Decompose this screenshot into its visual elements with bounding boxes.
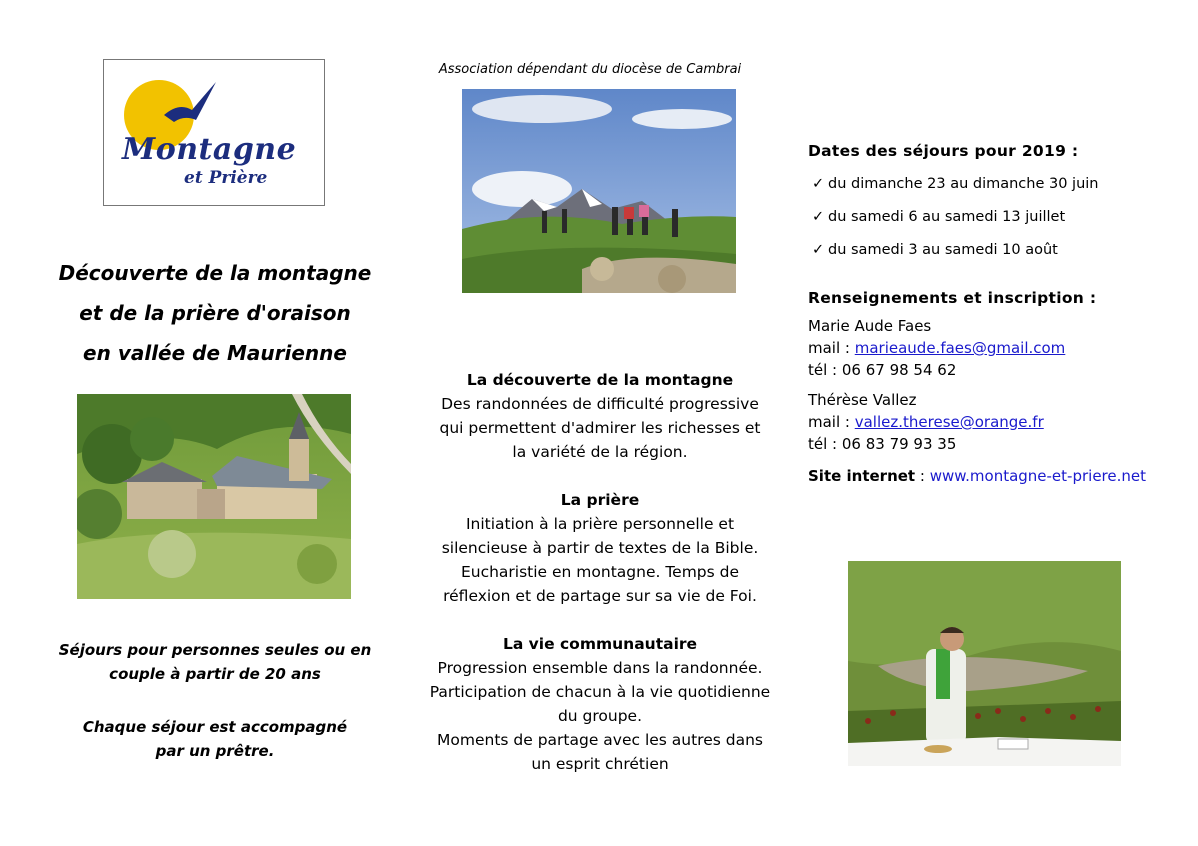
date-item (812, 201, 1168, 234)
date-text: du samedi 3 au samedi 10 août (828, 242, 1058, 258)
contact-phone: tél : 06 83 79 93 35 (808, 435, 957, 453)
website-link[interactable]: www.montagne-et-priere.net (929, 467, 1146, 485)
main-title (40, 253, 390, 373)
tagline-line: par un prêtre. (155, 742, 275, 760)
check-icon: ✓ (812, 242, 825, 258)
contact-email-link[interactable]: marieaude.faes@gmail.com (854, 339, 1066, 357)
section-line: Participation de chacun à la vie quotidienne (429, 683, 771, 701)
info-title: Renseignements et inscription : (808, 289, 1097, 307)
logo-word-et-priere: et Prière (184, 168, 268, 188)
section-line: Des randonnées de difficulté progressive (441, 395, 759, 413)
contact-mail-line (808, 337, 1168, 359)
tagline-line: couple à partir de 20 ans (109, 665, 321, 683)
title-line: Découverte de la montagne (58, 261, 372, 285)
date-item (812, 234, 1168, 267)
title-line: et de la prière d'oraison (79, 301, 351, 325)
tagline-line: Chaque séjour est accompagné (82, 718, 348, 736)
section-title-mountain: La découverte de la montagne (466, 371, 734, 389)
section-title-prayer: La prière (560, 491, 640, 509)
check-icon: ✓ (812, 176, 825, 192)
tagline-line: Séjours pour personnes seules ou en (58, 641, 372, 659)
title-line: en vallée de Maurienne (83, 341, 347, 365)
mail-label: mail : (808, 413, 855, 431)
section-line: Eucharistie en montagne. Temps de (460, 563, 740, 581)
date-text: du samedi 6 au samedi 13 juillet (828, 209, 1066, 225)
section-title-community: La vie communautaire (502, 635, 698, 653)
logo-word-montagne: Montagne (122, 132, 297, 167)
association-note: Association dépendant du diocèse de Cambrai (438, 62, 742, 77)
program-description (410, 368, 790, 776)
contact-name: Thérèse Vallez (808, 391, 917, 409)
mail-label: mail : (808, 339, 855, 357)
tagline-priest (40, 715, 390, 763)
website-line (808, 465, 1168, 487)
section-line: Moments de partage avec les autres dans (437, 731, 763, 749)
section-line: Progression ensemble dans la randonnée. (437, 659, 763, 677)
section-line: qui permettent d'admirer les richesses et (439, 419, 761, 437)
section-line: un esprit chrétien (531, 755, 669, 773)
section-line: Initiation à la prière personnelle et (465, 515, 735, 533)
contact-name: Marie Aude Faes (808, 317, 932, 335)
tagline-audience (40, 638, 390, 686)
check-icon: ✓ (812, 209, 825, 225)
contact-email-link[interactable]: vallez.therese@orange.fr (854, 413, 1044, 431)
village-church-photo (77, 394, 351, 599)
logo (103, 59, 325, 206)
info-column (808, 142, 1168, 487)
section-line: silencieuse à partir de textes de la Bible. (441, 539, 759, 557)
outdoor-mass-photo (848, 561, 1121, 766)
hikers-photo (462, 89, 736, 293)
section-line: réflexion et de partage sur sa vie de Foi. (443, 587, 757, 605)
contact-mail-line (808, 411, 1168, 433)
section-line: du groupe. (557, 707, 643, 725)
website-label: Site internet (808, 467, 916, 485)
section-line: la variété de la région. (512, 443, 688, 461)
dates-title: Dates des séjours pour 2019 : (808, 142, 1079, 160)
contact-phone: tél : 06 67 98 54 62 (808, 361, 957, 379)
date-text: du dimanche 23 au dimanche 30 juin (828, 176, 1099, 192)
website-separator: : (915, 467, 930, 485)
date-item (812, 168, 1168, 201)
